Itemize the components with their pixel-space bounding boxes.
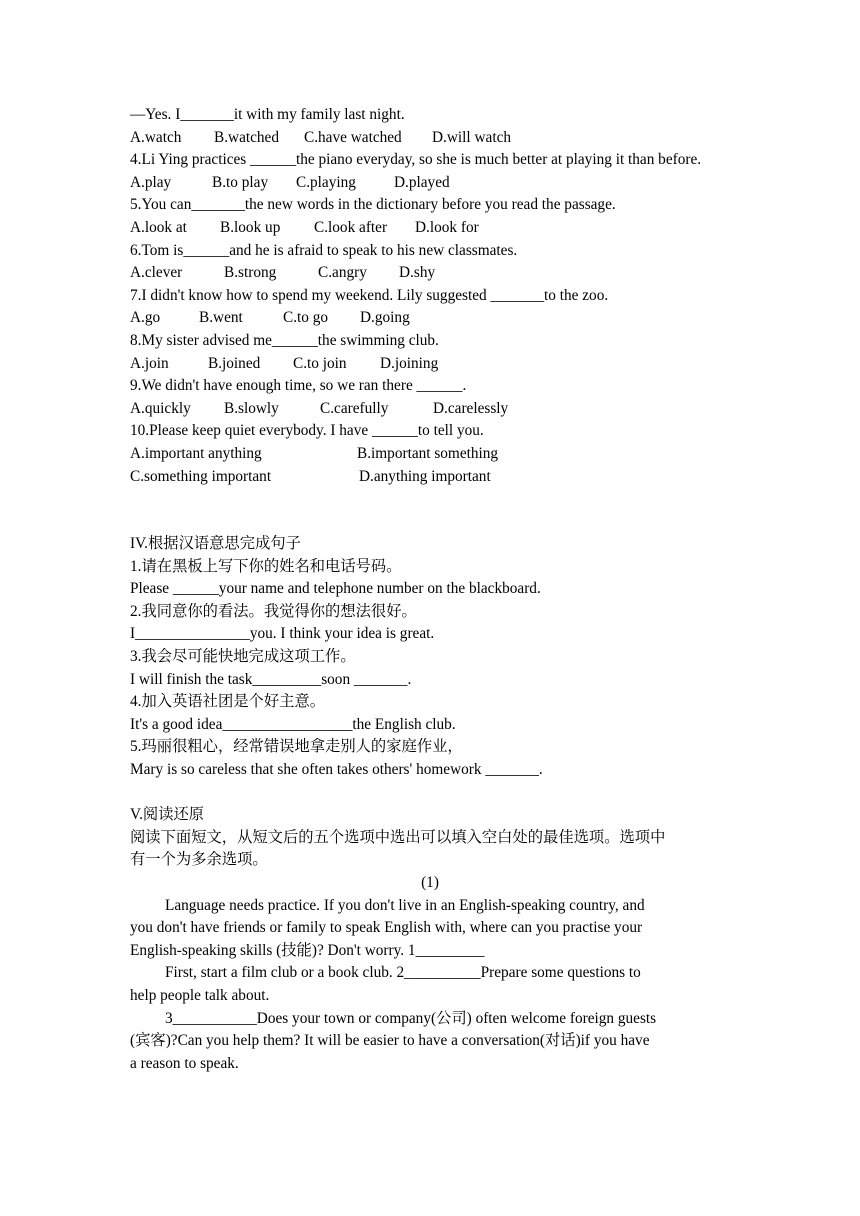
q4-option-c: C.playing [296,173,356,191]
q10-options-row2 [130,466,730,489]
section4-item2-cn: 2.我同意你的看法。我觉得你的想法很好。 [130,602,417,620]
passage-p2-line1: First, start a film club or a book club. 2__________Prepare some questions to [165,964,641,982]
q6-option-b: B.strong [224,264,277,282]
q8-options [130,353,730,376]
q10-question: 10.Please keep quiet everybody. I have ______to tell you. [130,422,484,440]
q3-option-d: D.will watch [432,128,512,146]
q9-question: 9.We didn't have enough time, so we ran there ______. [130,377,467,395]
section4-item3-cn: 3.我会尽可能快地完成这项工作。 [130,648,356,666]
q4-question: 4.Li Ying practices ______the piano everyday, so she is much better at playing it than before. [130,151,702,169]
q7-options [130,307,730,330]
q4-option-a: A.play [130,173,172,191]
q6-option-a: A.clever [130,264,183,282]
section4-item1-cn: 1.请在黑板上写下你的姓名和电话号码。 [130,557,402,575]
passage-p1-line2: you don't have friends or family to speak English with, where can you practise your [130,919,643,937]
q6-options [130,262,730,285]
section5-heading: V.阅读还原 [130,806,205,824]
q3-answer-line: —Yes. I_______it with my family last night. [130,106,405,123]
q7-option-d: D.going [360,309,410,327]
q9-option-c: C.carefully [320,399,389,417]
q6-option-d: D.shy [399,264,436,282]
q6-option-c: C.angry [318,264,367,282]
q9-option-b: B.slowly [224,399,279,417]
spacer [130,488,730,533]
q7-option-a: A.go [130,309,161,327]
section4-item5-cn: 5.玛丽很粗心，经常错误地拿走别人的家庭作业， [130,738,463,756]
q6-question: 6.Tom is______and he is afraid to speak to his new classmates. [130,241,518,259]
passage-number: (1) [421,874,439,891]
q10-options-row1 [130,443,730,466]
q5-option-d: D.look for [415,218,479,236]
q8-option-b: B.joined [208,354,261,372]
spacer [130,782,730,805]
q9-option-a: A.quickly [130,399,191,417]
section4-item2-en: I_______________you. I think your idea is great. [130,625,435,643]
q8-option-a: A.join [130,354,169,372]
section4-item4-cn: 4.加入英语社团是个好主意。 [130,693,326,711]
passage-p3-line2: (宾客)?Can you help them? It will be easier to have a conversation(对话)if you have [130,1032,650,1050]
q7-option-c: C.to go [283,309,329,327]
q3-option-a: A.watch [130,128,182,146]
passage-p3-line1: 3___________Does your town or company(公司) often welcome foreign guests [165,1009,657,1027]
q5-option-b: B.look up [220,218,281,236]
passage-p2-line2: help people talk about. [130,986,270,1004]
q10-option-a: A.important anything [130,444,262,462]
q3-option-c: C.have watched [304,128,402,146]
q8-option-d: D.joining [380,354,439,372]
q5-option-c: C.look after [314,218,388,236]
passage-p1-line3: English-speaking skills (技能)? Don't worry. 1_________ [130,941,485,959]
q5-options [130,217,730,240]
q8-option-c: C.to join [293,354,347,372]
section4-item5-en: Mary is so careless that she often takes others' homework _______. [130,761,543,779]
q5-option-a: A.look at [130,218,187,236]
section4-item1-en: Please ______your name and telephone number on the blackboard. [130,580,541,598]
passage-p1-line1: Language needs practice. If you don't live in an English-speaking country, and [165,896,645,914]
section5-instructions-line1: 阅读下面短文，从短文后的五个选项中选出可以填入空白处的最佳选项。选项中 [130,828,666,846]
q8-question: 8.My sister advised me______the swimming club. [130,331,439,349]
q5-question: 5.You can_______the new words in the dictionary before you read the passage. [130,196,616,214]
q4-options [130,172,730,195]
q9-options [130,398,730,421]
q3-options [130,127,730,150]
passage-p3-line3: a reason to speak. [130,1054,239,1072]
section5-instructions-line2: 有一个为多余选项。 [130,851,268,869]
section4-item3-en: I will finish the task_________soon _______. [130,670,412,688]
q10-option-b: B.important something [357,444,499,462]
q3-option-b: B.watched [214,128,279,146]
section4-heading: IV.根据汉语意思完成句子 [130,535,301,553]
q7-option-b: B.went [199,309,243,327]
q10-option-d: D.anything important [359,467,491,485]
section4-item4-en: It's a good idea_________________the English club. [130,715,456,733]
q10-option-c: C.something important [130,467,272,485]
worksheet-page [130,104,730,1075]
q9-option-d: D.carelessly [433,399,509,417]
q4-option-d: D.played [394,173,450,191]
q7-question: 7.I didn't know how to spend my weekend. Lily suggested _______to the zoo. [130,286,609,304]
q4-option-b: B.to play [212,173,269,191]
